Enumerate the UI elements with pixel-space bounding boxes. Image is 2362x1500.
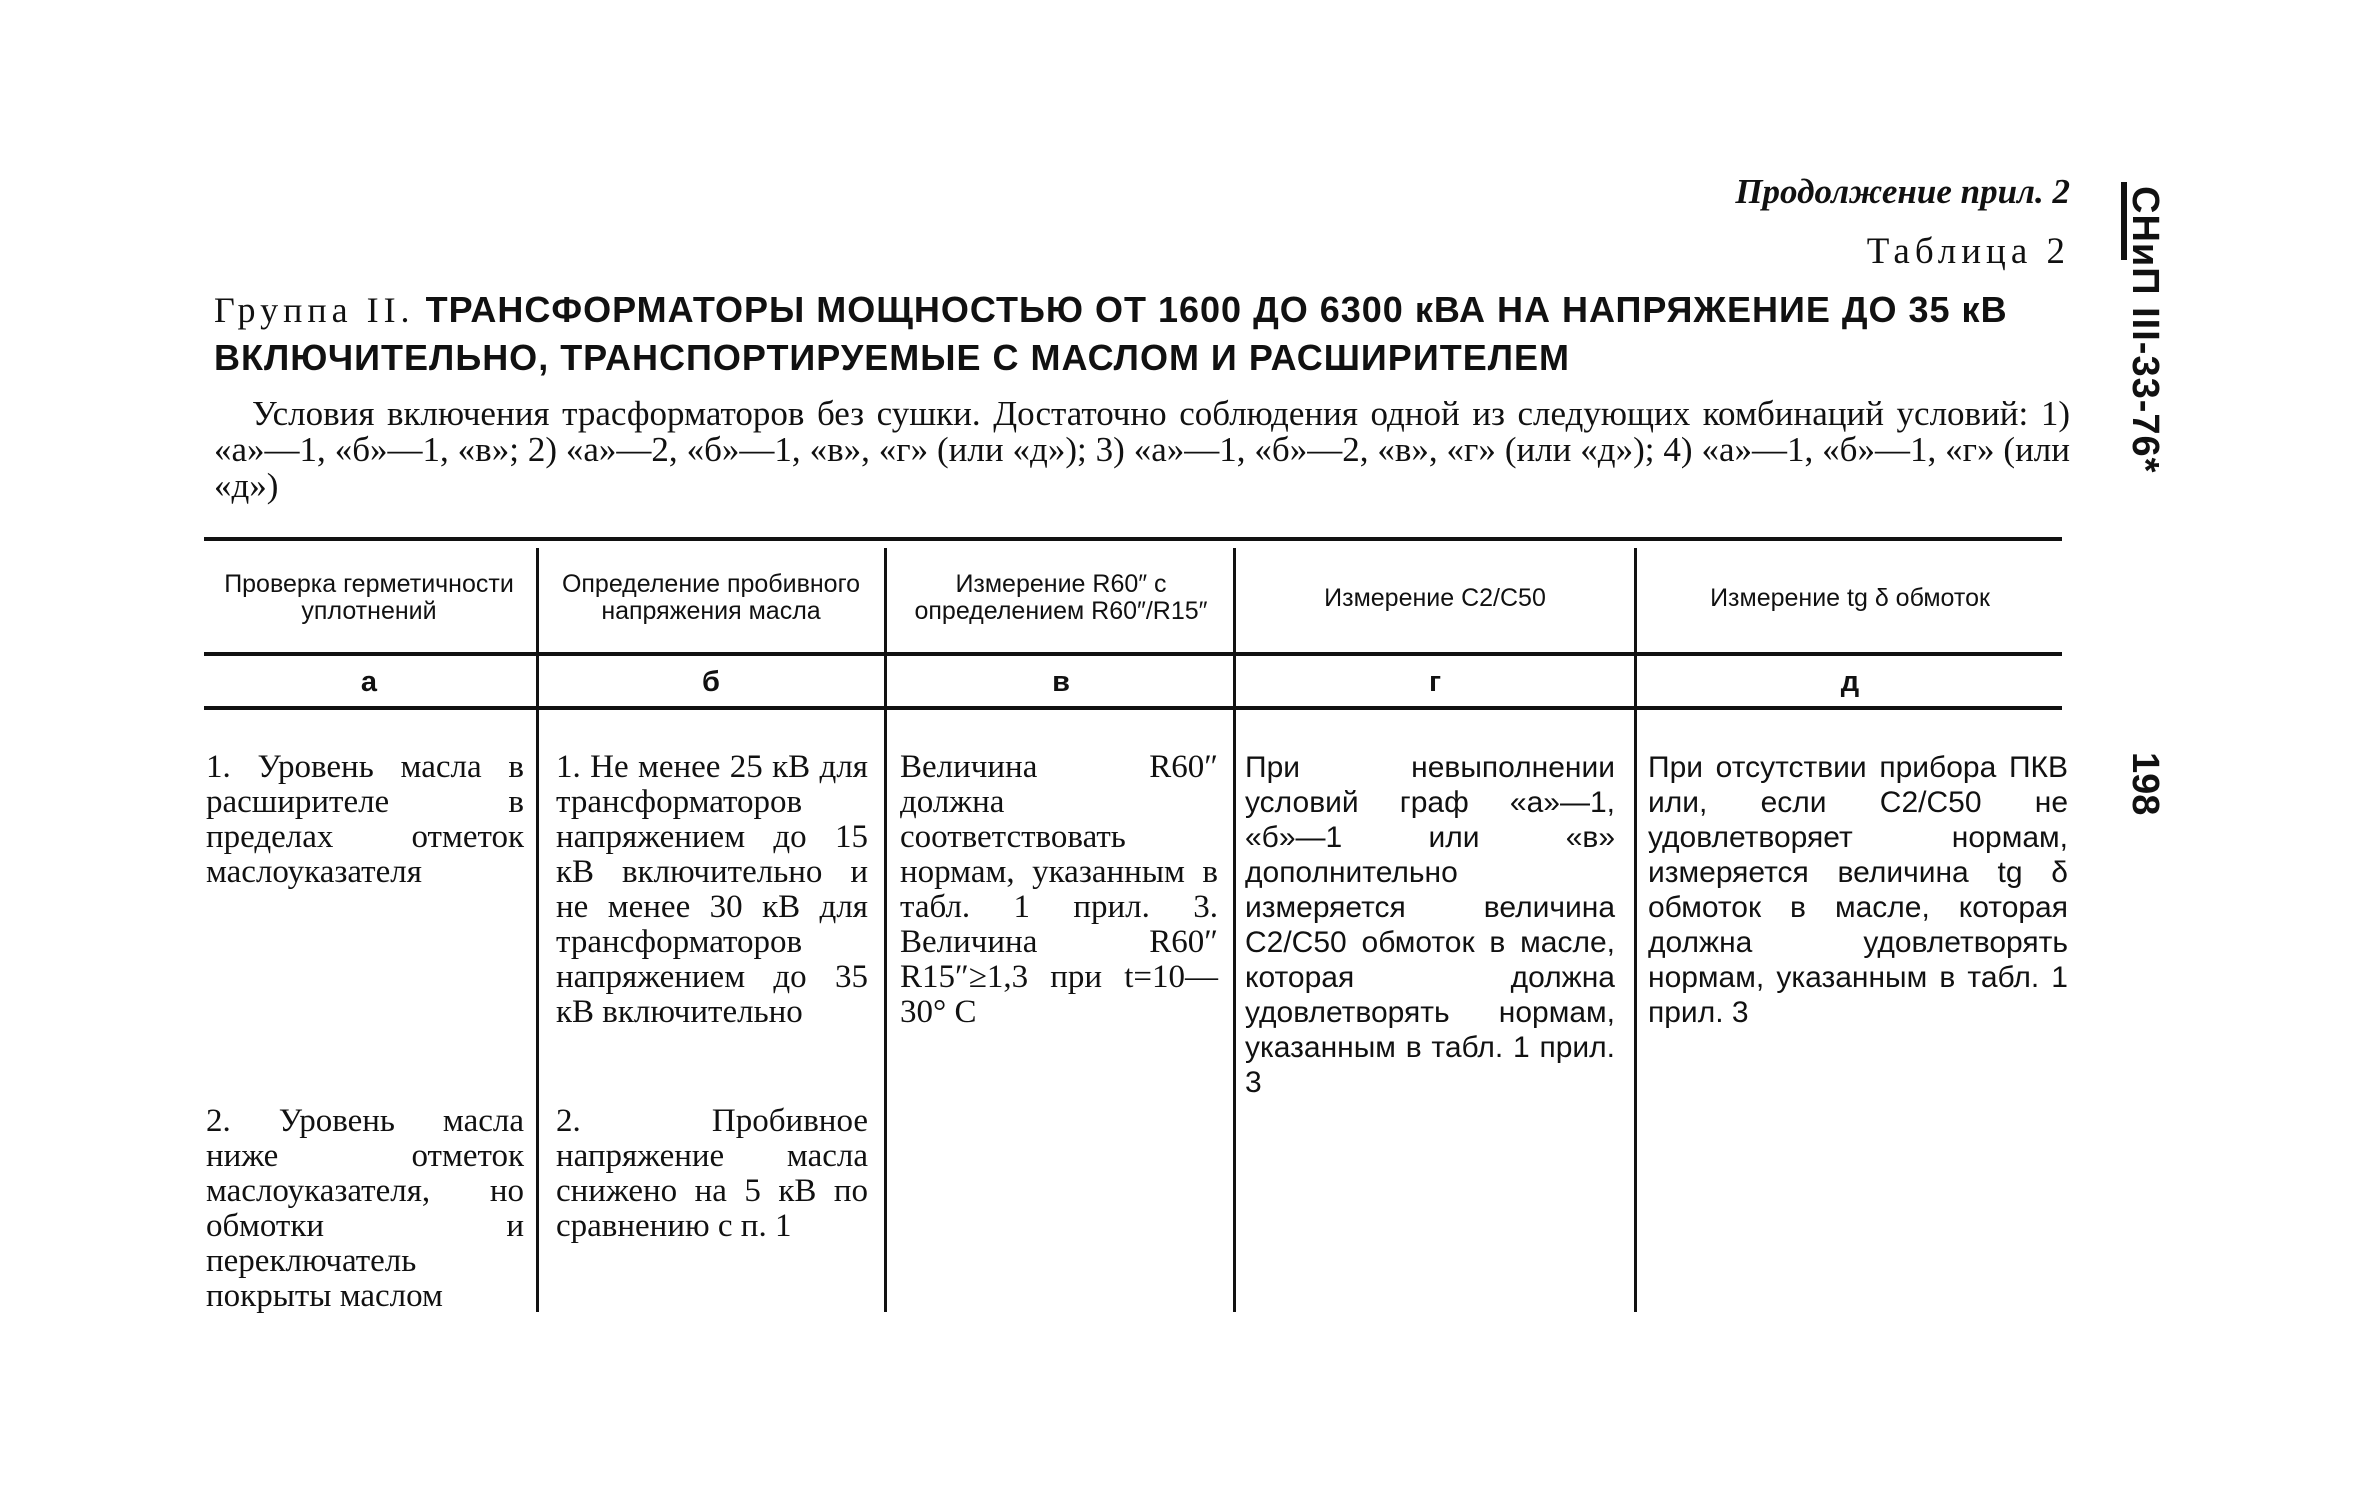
cell-d: При невыполнении условий граф «а»—1, «б»—1 или «в» дополнительно измеряется величина C2/C50 обмоток в масле, которая должна удовлетворять нормам, указанным в табл. 1 прил. 3: [1245, 751, 1615, 1099]
letter-d: г: [1428, 666, 1442, 698]
column-divider-1: [536, 548, 539, 1312]
column-divider-4: [1634, 548, 1637, 1312]
letter-c: в: [1052, 666, 1070, 698]
header-bottom-rule: [204, 652, 2062, 656]
continuation-note: Продолжение прил. 2: [1735, 172, 2070, 211]
header-a: Проверка герметичности уплотнений: [224, 570, 514, 625]
column-divider-2: [884, 548, 887, 1312]
cell-b-2: 2. Пробивное напряжение масла снижено на 5 кВ по сравнению с п. 1: [556, 1103, 868, 1244]
letter-e: д: [1840, 666, 1860, 698]
group-label: Группа II.: [214, 290, 415, 330]
conditions-paragraph: Условия включения трасформаторов без сушки. Достаточно соблюдения одной из следующих комбинаций условий: 1) «а»—1, «б»—1, «в»; 2) «а»—2, «б»—1, «в», «г» (или «д»); 3) «а»—1, «б»—2, «в», «г» (или «д»); 4) «а»—1, «б»—1, «г» (или «д»): [214, 394, 2070, 505]
header-c: Измерение R60″ с определением R60″/R15″: [914, 570, 1208, 625]
cell-a-2: 2. Уровень масла ниже отметок маслоуказателя, но обмотки и переключатель покрыты маслом: [206, 1103, 524, 1314]
document-code: СНиП III-33-76*: [2124, 186, 2166, 474]
letter-b: б: [702, 666, 720, 698]
header-e: Измерение tg δ обмоток: [1710, 583, 1990, 612]
table-top-rule: [204, 537, 2062, 541]
cell-e: При отсутствии прибора ПКВ или, если C2/C50 не удовлетворяет нормам, измеряется величина tg δ обмоток в масле, которая должна удовлетворять нормам, указанным в табл. 1 прил. 3: [1648, 751, 2068, 1029]
header-b: Определение пробивного напряжения масла: [561, 570, 861, 625]
table-label: Таблица 2: [1866, 231, 2070, 272]
column-divider-3: [1233, 548, 1236, 1312]
cell-c: Величина R60″ должна соответствовать нормам, указанным в табл. 1 прил. 3. Величина R60″ R15″≥1,3 при t=10—30° С: [900, 749, 1218, 1030]
header-d: Измерение C2/C50: [1324, 583, 1546, 612]
page-number: 198: [2124, 752, 2166, 816]
letter-a: а: [360, 666, 378, 698]
group-title: ТРАНСФОРМАТОРЫ МОЩНОСТЬЮ ОТ 1600 ДО 6300 кВА НА НАПРЯЖЕНИЕ ДО 35 кВ ВКЛЮЧИТЕЛЬНО, ТРАНСПОРТИРУЕМЫЕ С МАСЛОМ И РАСШИРИТЕЛЕМ: [214, 289, 2008, 378]
cell-b-1: 1. Не менее 25 кВ для трансформаторов напряжением до 15 кВ включительно и не менее 30 кВ для трансформаторов напряжением до 35 кВ включительно: [556, 749, 868, 1030]
table-heading: [214, 286, 2070, 382]
letters-bottom-rule: [204, 706, 2062, 710]
cell-a-1: 1. Уровень масла в расширителе в пределах отметок маслоуказателя: [206, 749, 524, 890]
